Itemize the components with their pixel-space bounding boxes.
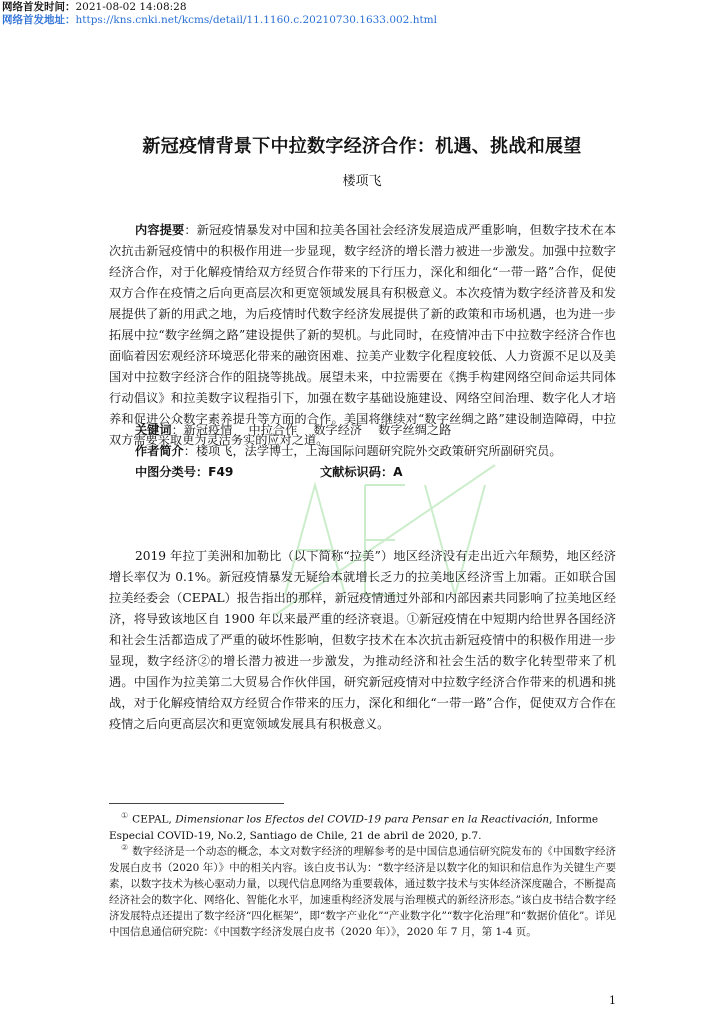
author-bio (135, 441, 562, 462)
footnote-2 (109, 840, 616, 940)
footnote-1-post: , Informe Especial COVID-19, No.2, Santiago de Chile, 21 de abril de 2020, p.7. (109, 813, 599, 842)
author-bio-label: 作者简介 (135, 444, 184, 458)
body-paragraph-1: 2019 年拉丁美洲和加勒比（以下简称“拉美”）地区经济没有走出近六年颓势，地区经济增长率仅为 0.1%。新冠疫情暴发无疑给本就增长乏力的拉美地区经济雪上加霜。正如联合国拉美经委会（CEPAL）报告指出的那样，新冠疫情通过外部和内部因素共同影响了拉美地区经济，将导致该地区自 1900 年以来最严重的经济衰退。①新冠疫情在中短期内给世界各国经济和社会生活都造成了严重的破坏性影响，但数字技术在本次抗击新冠疫情中的积极作用进一步显现，数字经济②的增长潜力被进一步激发，为推动经济和社会生活的数字化转型带来了机遇。中国作为拉美第二大贸易合作伙伴国，研究新冠疫情对中拉数字经济合作带来的机遇和挑战，对于化解疫情给双方经贸合作带来的压力，深化和细化“一带一路”合作，促使双方合作在疫情之后向更高层次和更宽领域发展具有积极意义。 (109, 549, 616, 731)
footnote-1-title: Dimensionar los Efectos del COVID-19 para Pensar en la Reactivación (175, 813, 550, 826)
clc-label: 中图分类号 (135, 465, 196, 479)
page-number: 1 (609, 994, 616, 1007)
footnote-separator (109, 803, 284, 804)
publish-time-value: 2021-08-02 14:08:28 (75, 1, 187, 13)
abstract-text: 新冠疫情暴发对中国和拉美各国社会经济发展造成严重影响，但数字技术在本次抗击新冠疫情中的积极作用进一步显现，数字经济的增长潜力被进一步激发。加强中拉数字经济合作，对于化解疫情给双方经贸合作带来的下行压力，深化和细化“一带一路”合作，促使双方合作在疫情之后向更高层次和更宽领域发展具有积极意义。本次疫情为数字经济普及和发展提供了新的用武之地，为后疫情时代数字经济发展提供了新的政策和市场机遇，也为进一步拓展中拉“数字丝绸之路”建设提供了新的契机。与此同时，在疫情冲击下中拉数字经济合作也面临着因宏观经济环境恶化带来的融资困难、拉美产业数字化程度较低、人力资源不足以及美国对中拉数字经济合作的阻挠等挑战。展望未来，中拉需要在《携手构建网络空间命运共同体行动倡议》和拉美数字议程指引下，加强在数字基础设施建设、网络空间治理、数字化人才培养和促进公众数字素养提升等方面的合作。美国将继续对“数字丝绸之路”建设制造障碍，中拉双方需要采取更为灵活务实的应对之道。 (109, 223, 617, 447)
footnote-1-mark: ① (121, 811, 129, 820)
article-author: 楼项飞 (342, 174, 382, 189)
publish-address-link[interactable]: https://kns.cnki.net/kcms/detail/11.1160.c.20210730.1633.002.html (75, 14, 437, 26)
doc-code-colon: ： (380, 465, 394, 479)
publish-address-label: 网络首发地址： (2, 14, 76, 26)
article-title: 新冠疫情背景下中拉数字经济合作：机遇、挑战和展望 (142, 136, 582, 157)
footnote-2-text: 数字经济是一个动态的概念，本文对数字经济的理解参考的是中国信息通信研究院发布的《中国数字经济发展白皮书（2020 年）》中的相关内容。该白皮书认为：“数字经济是以数字化的知识和信息作为关键生产要素，以数字技术为核心驱动力量，以现代信息网络为重要载体，通过数字技术与实体经济深度融合，不断提高经济社会的数字化、网络化、智能化水平，加速重构经济发展与治理模式的新经济形态。”该白皮书结合数字经济发展特点还提出了数字经济“四化框架”，即“数字产业化”“产业数字化”“数字化治理”和“数据价值化”。详见中国信息通信研究院：《中国数字经济发展白皮书（2020 年）》，2020 年 7 月，第 1-4 页。 (109, 845, 617, 938)
doc-code-label: 文献标识码 (320, 465, 381, 479)
keywords-label: 关键词 (135, 423, 172, 437)
clc-colon: ： (195, 465, 209, 479)
online-publish-address[interactable] (2, 14, 437, 27)
online-publish-time (2, 1, 187, 14)
document-code (320, 462, 403, 483)
classification-line (135, 462, 403, 483)
abstract-colon: ： (184, 223, 197, 237)
keywords-text: 新冠疫情 中拉合作 数字经济 数字丝绸之路 (183, 423, 452, 437)
footnote-1 (109, 808, 616, 844)
footnote-1-pre: CEPAL, (132, 813, 176, 826)
abstract-label: 内容提要 (135, 223, 185, 237)
keywords (135, 420, 451, 441)
footnote-2-mark: ② (121, 843, 129, 852)
doc-code-value: A (393, 465, 403, 479)
author-bio-text: 楼项飞，法学博士，上海国际问题研究院外交政策研究所副研究员。 (195, 444, 562, 458)
author-bio-colon: ： (183, 444, 196, 458)
keywords-colon: ： (171, 423, 184, 437)
clc-value: F49 (208, 465, 234, 479)
abstract (109, 220, 616, 451)
publish-time-label: 网络首发时间： (2, 1, 76, 13)
